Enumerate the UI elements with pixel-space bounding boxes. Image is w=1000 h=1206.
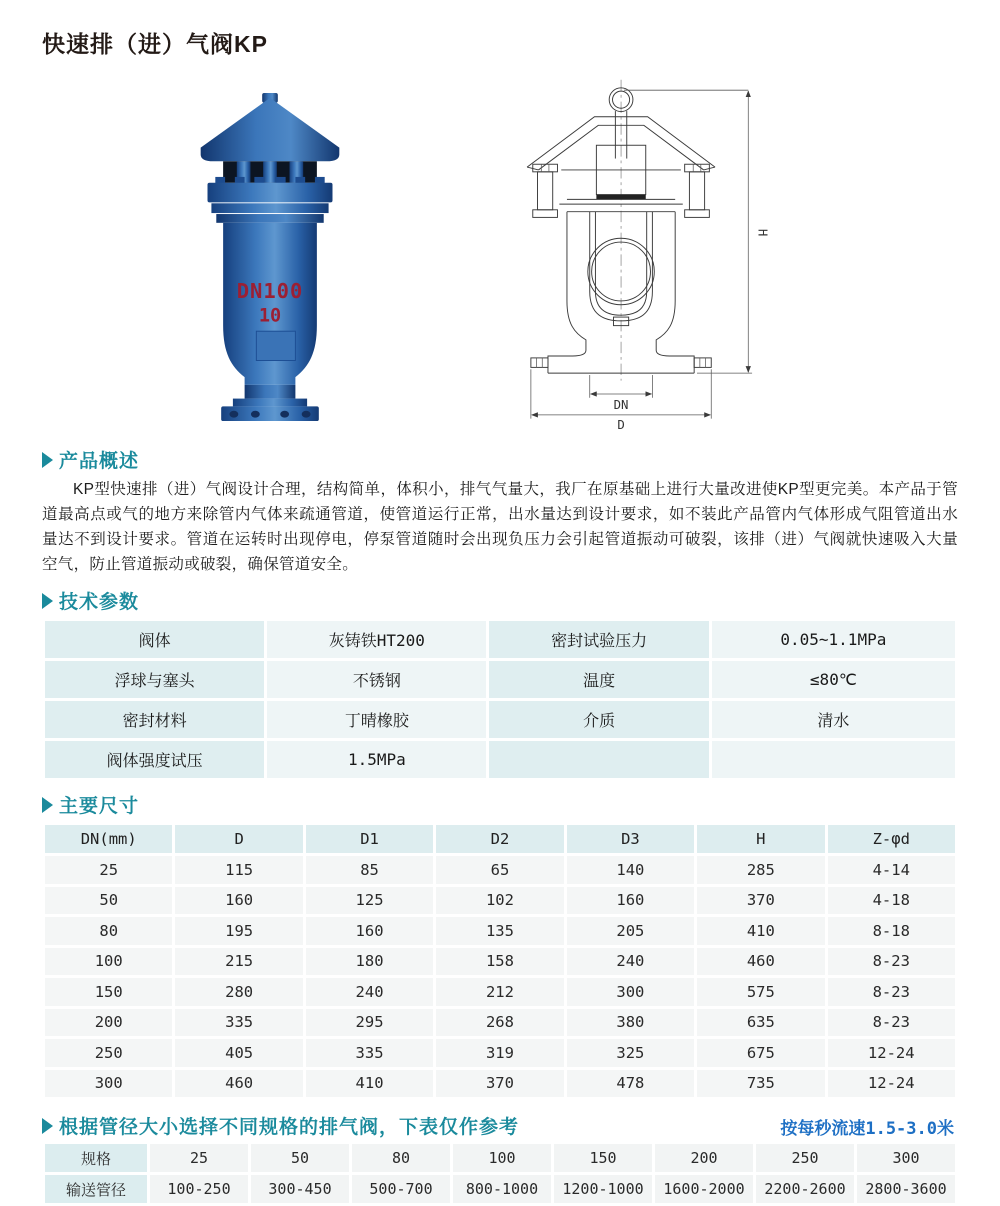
flange-hole bbox=[302, 411, 311, 418]
table-cell: D1 bbox=[306, 825, 433, 853]
flange-hole bbox=[251, 411, 260, 418]
overview-paragraph: KP型快速排（进）气阀设计合理，结构简单，体积小，排气气量大，我厂在原基础上进行大量改进使KP型更完美。本产品于管道最高点或气的地方来除管内气体来疏通管道，使管道运行正常，出水量达到设计要求，如不装此产品管内气体形成气阻管道出水量达不到设计要求。管道在运转时出现停电，停泵管道随时会出现负压力会引起管道振动可破裂，该排（进）气阀就快速吸入大量空气，防止管道振动或破裂，确保管道安全。 bbox=[42, 481, 958, 573]
table-cell: 100 bbox=[45, 948, 172, 976]
table-cell: 500-700 bbox=[352, 1175, 450, 1203]
table-cell: 50 bbox=[251, 1144, 349, 1172]
table-cell: 635 bbox=[697, 1009, 824, 1037]
section-title: 根据管径大小选择不同规格的排气阀，下表仅作参考 bbox=[59, 1117, 520, 1138]
flange-bolt bbox=[254, 177, 264, 184]
seal-line bbox=[596, 195, 645, 200]
technical-drawing bbox=[506, 75, 776, 436]
table-cell: 335 bbox=[306, 1039, 433, 1067]
table-row bbox=[45, 661, 955, 698]
table-cell: 100-250 bbox=[150, 1175, 248, 1203]
table-cell: 阀体强度试压 bbox=[45, 741, 264, 778]
table-cell: 370 bbox=[436, 1070, 563, 1098]
table-cell: 12-24 bbox=[828, 1039, 955, 1067]
table-cell: 115 bbox=[175, 856, 302, 884]
table-cell: 370 bbox=[697, 887, 824, 915]
table-cell: 清水 bbox=[712, 701, 955, 738]
table-cell: 50 bbox=[45, 887, 172, 915]
table-cell: 阀体 bbox=[45, 621, 264, 658]
table-cell: 800-1000 bbox=[453, 1175, 551, 1203]
table-cell: 380 bbox=[567, 1009, 694, 1037]
table-cell: 335 bbox=[175, 1009, 302, 1037]
page-title: 快速排（进）气阀KP bbox=[42, 31, 268, 57]
table-cell: 200 bbox=[45, 1009, 172, 1037]
table-cell: H bbox=[697, 825, 824, 853]
table-cell: 250 bbox=[756, 1144, 854, 1172]
valve-flange-ring bbox=[211, 203, 328, 213]
table-cell: 8-23 bbox=[828, 978, 955, 1006]
table-cell: 410 bbox=[697, 917, 824, 945]
table-row bbox=[45, 1144, 955, 1172]
valve-pillar bbox=[263, 161, 277, 182]
table-row bbox=[45, 1009, 955, 1037]
table-cell: 8-23 bbox=[828, 1009, 955, 1037]
flange-bolt bbox=[295, 177, 305, 184]
table-cell: 灰铸铁HT200 bbox=[267, 621, 486, 658]
table-cell: 735 bbox=[697, 1070, 824, 1098]
table-cell: 1200-1000 bbox=[554, 1175, 652, 1203]
table-cell: 80 bbox=[45, 917, 172, 945]
table-row bbox=[45, 978, 955, 1006]
foot-left bbox=[531, 358, 548, 367]
table-row bbox=[45, 701, 955, 738]
valve-top-flange bbox=[208, 183, 333, 203]
table-cell: 12-24 bbox=[828, 1070, 955, 1098]
table-cell: 158 bbox=[436, 948, 563, 976]
table-cell: 200 bbox=[655, 1144, 753, 1172]
valve-model-text: DN100 bbox=[236, 279, 304, 304]
table-cell: 410 bbox=[306, 1070, 433, 1098]
table-cell: 300 bbox=[857, 1144, 955, 1172]
section-overview-heading bbox=[42, 446, 958, 473]
table-cell: Z-φd bbox=[828, 825, 955, 853]
table-cell: 1600-2000 bbox=[655, 1175, 753, 1203]
flange-bolt bbox=[235, 177, 245, 184]
table-row bbox=[45, 1070, 955, 1098]
valve-cap bbox=[201, 98, 340, 161]
table-cell: 205 bbox=[567, 917, 694, 945]
section-title: 产品概述 bbox=[59, 451, 140, 472]
valve-pressure-text: 10 bbox=[258, 305, 282, 327]
table-cell: 195 bbox=[175, 917, 302, 945]
section-title: 技术参数 bbox=[59, 592, 140, 613]
table-cell: 1.5MPa bbox=[267, 741, 486, 778]
table-cell: D2 bbox=[436, 825, 563, 853]
table-cell: 160 bbox=[175, 887, 302, 915]
table-cell: 405 bbox=[175, 1039, 302, 1067]
table-row bbox=[45, 887, 955, 915]
valve-nameplate bbox=[256, 331, 295, 360]
dimensions-table bbox=[42, 822, 958, 1100]
table-cell: 100 bbox=[453, 1144, 551, 1172]
table-cell: ≤80℃ bbox=[712, 661, 955, 698]
section-arrow-icon bbox=[42, 1118, 53, 1134]
bolt-left-shank bbox=[538, 172, 553, 210]
table-cell: 2200-2600 bbox=[756, 1175, 854, 1203]
table-cell bbox=[489, 741, 708, 778]
section-arrow-icon bbox=[42, 593, 53, 609]
table-cell: 240 bbox=[306, 978, 433, 1006]
flange-hole bbox=[229, 411, 238, 418]
table-cell: 300 bbox=[45, 1070, 172, 1098]
table-cell: 介质 bbox=[489, 701, 708, 738]
table-cell: 不锈钢 bbox=[267, 661, 486, 698]
table-cell: 丁晴橡胶 bbox=[267, 701, 486, 738]
section-arrow-icon bbox=[42, 452, 53, 468]
valve-flange-ring bbox=[216, 214, 323, 223]
table-row bbox=[45, 917, 955, 945]
table-cell: 180 bbox=[306, 948, 433, 976]
table-cell: 250 bbox=[45, 1039, 172, 1067]
table-cell: 8-23 bbox=[828, 948, 955, 976]
table-cell bbox=[712, 741, 955, 778]
flange-hole bbox=[280, 411, 289, 418]
table-cell: 浮球与塞头 bbox=[45, 661, 264, 698]
table-cell: 2800-3600 bbox=[857, 1175, 955, 1203]
table-cell: 300-450 bbox=[251, 1175, 349, 1203]
tech-params-table bbox=[42, 618, 958, 781]
table-cell: 160 bbox=[567, 887, 694, 915]
table-cell: 285 bbox=[697, 856, 824, 884]
dn-dimension-label: DN bbox=[613, 398, 629, 413]
table-cell: 8-18 bbox=[828, 917, 955, 945]
table-cell: 460 bbox=[697, 948, 824, 976]
table-cell: 输送管径 bbox=[45, 1175, 147, 1203]
table-cell: DN(mm) bbox=[45, 825, 172, 853]
valve-photo-illustration bbox=[172, 91, 368, 423]
section-title: 主要尺寸 bbox=[59, 796, 140, 817]
table-cell: 25 bbox=[45, 856, 172, 884]
table-cell: 规格 bbox=[45, 1144, 147, 1172]
table-row bbox=[45, 948, 955, 976]
table-cell: 150 bbox=[554, 1144, 652, 1172]
table-row bbox=[45, 1039, 955, 1067]
flange-bolt bbox=[215, 177, 225, 184]
table-cell: 4-18 bbox=[828, 887, 955, 915]
table-cell: 319 bbox=[436, 1039, 563, 1067]
selection-table bbox=[42, 1141, 958, 1206]
figures-row bbox=[172, 75, 958, 436]
section-tech-heading bbox=[42, 587, 958, 614]
bolt-left-nut bbox=[533, 210, 558, 218]
table-cell: 135 bbox=[436, 917, 563, 945]
table-row bbox=[45, 741, 955, 778]
body-right-outline bbox=[656, 212, 694, 373]
table-cell: 478 bbox=[567, 1070, 694, 1098]
table-cell: 212 bbox=[436, 978, 563, 1006]
table-cell: 268 bbox=[436, 1009, 563, 1037]
section-arrow-icon bbox=[42, 797, 53, 813]
product-photo bbox=[172, 91, 368, 428]
table-cell: 0.05~1.1MPa bbox=[712, 621, 955, 658]
table-row bbox=[45, 825, 955, 853]
table-cell: 125 bbox=[306, 887, 433, 915]
d-dimension-label: D bbox=[617, 418, 625, 431]
table-cell: 4-14 bbox=[828, 856, 955, 884]
flange-bolt bbox=[315, 177, 325, 184]
table-cell: 150 bbox=[45, 978, 172, 1006]
table-cell: 140 bbox=[567, 856, 694, 884]
table-cell: 675 bbox=[697, 1039, 824, 1067]
section-selection-heading-row bbox=[42, 1112, 958, 1139]
table-cell: 80 bbox=[352, 1144, 450, 1172]
table-cell: 295 bbox=[306, 1009, 433, 1037]
table-row bbox=[45, 621, 955, 658]
valve-base-ring bbox=[233, 399, 307, 407]
bolt-right-nut bbox=[685, 210, 710, 218]
table-cell: 160 bbox=[306, 917, 433, 945]
flow-rate-note: 按每秒流速1.5-3.0米 bbox=[780, 1119, 954, 1139]
h-dimension-label: H bbox=[755, 228, 770, 237]
foot-right bbox=[694, 358, 711, 367]
table-cell: 460 bbox=[175, 1070, 302, 1098]
valve-section-drawing bbox=[506, 75, 776, 431]
section-dimensions-heading bbox=[42, 791, 958, 818]
table-row bbox=[45, 856, 955, 884]
table-cell: 温度 bbox=[489, 661, 708, 698]
table-cell: 85 bbox=[306, 856, 433, 884]
table-cell: 25 bbox=[150, 1144, 248, 1172]
table-cell: D bbox=[175, 825, 302, 853]
section-selection-heading bbox=[42, 1112, 519, 1139]
flange-bolt bbox=[276, 177, 286, 184]
table-row bbox=[45, 1175, 955, 1203]
table-cell: 325 bbox=[567, 1039, 694, 1067]
table-cell: 密封材料 bbox=[45, 701, 264, 738]
table-cell: D3 bbox=[567, 825, 694, 853]
table-cell: 280 bbox=[175, 978, 302, 1006]
table-cell: 240 bbox=[567, 948, 694, 976]
bolt-right-shank bbox=[689, 172, 704, 210]
table-cell: 215 bbox=[175, 948, 302, 976]
table-cell: 102 bbox=[436, 887, 563, 915]
table-cell: 575 bbox=[697, 978, 824, 1006]
body-left-outline bbox=[548, 212, 586, 373]
table-cell: 300 bbox=[567, 978, 694, 1006]
table-cell: 密封试验压力 bbox=[489, 621, 708, 658]
valve-neck bbox=[245, 385, 296, 399]
table-cell: 65 bbox=[436, 856, 563, 884]
